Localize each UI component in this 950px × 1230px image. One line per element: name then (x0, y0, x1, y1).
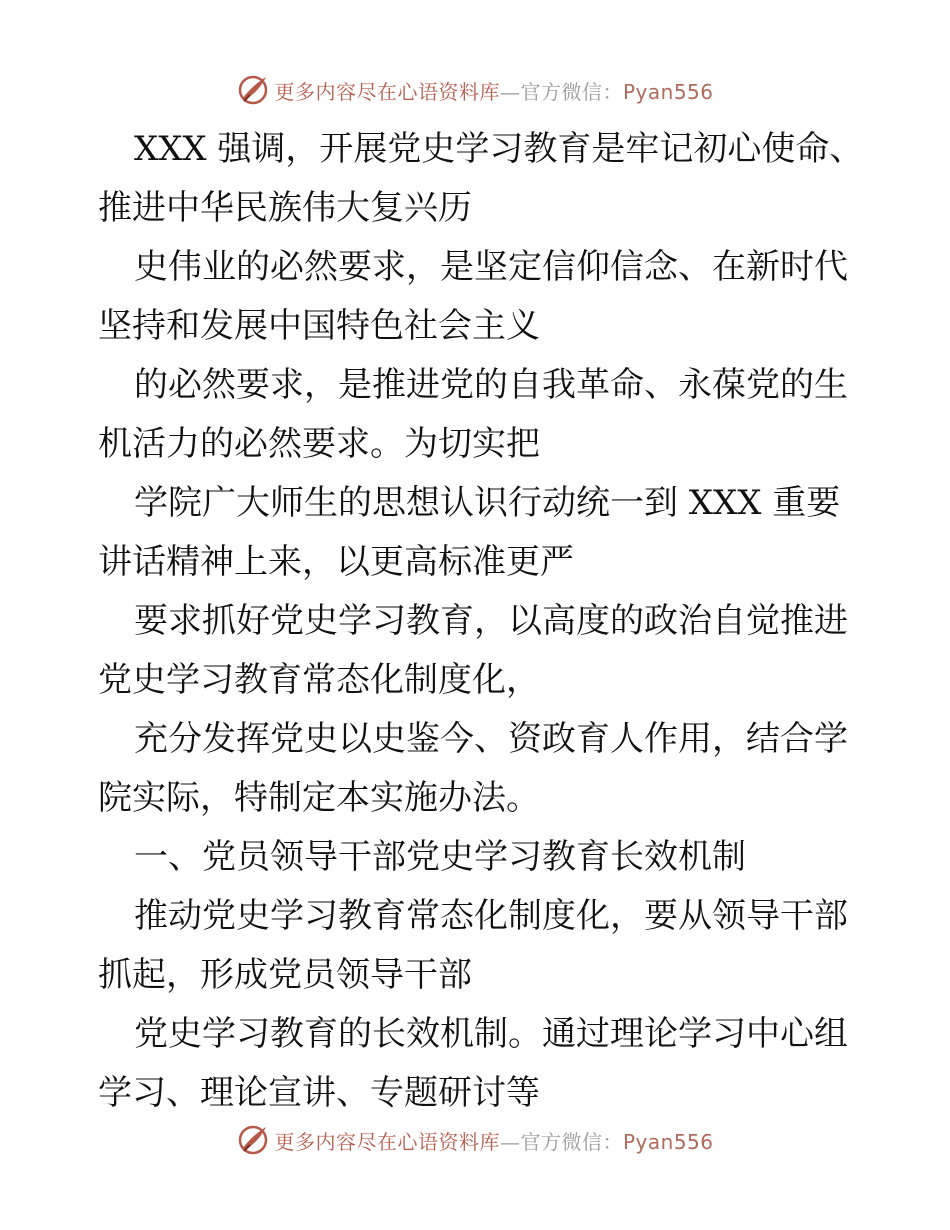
banner-account-label: 官方微信： (520, 79, 623, 104)
banner-content (236, 1123, 713, 1157)
banner-text (274, 1126, 713, 1155)
document-body (98, 120, 864, 1123)
paragraph (98, 238, 858, 356)
paragraph-line: 讲话精神上来，以更高标准更严 (98, 542, 574, 582)
feather-pen-circle-icon (236, 1123, 270, 1157)
paragraph-line: 充分发挥党史以史鉴今、资政育人作用，结合学 (134, 719, 848, 759)
paragraph (98, 120, 864, 238)
paragraph (98, 887, 858, 1005)
banner-account-id: Pyan556 (622, 79, 714, 104)
paragraph-line: 推进中华民族伟大复兴历 (98, 188, 472, 228)
paragraph (98, 474, 858, 592)
banner-account-label: 官方微信： (520, 1129, 623, 1154)
paragraph-line: 学习、理论宣讲、专题研讨等 (98, 1073, 540, 1113)
paragraph-line: 的必然要求，是推进党的自我革命、永葆党的生 (134, 365, 848, 405)
banner-separator: — (499, 1129, 521, 1154)
paragraph-line: 党史学习教育的长效机制。通过理论学习中心组 (134, 1014, 848, 1054)
paragraph-line: 党史学习教育常态化制度化， (98, 660, 540, 700)
paragraph-line: XXX 强调，开展党史学习教育是牢记初心使命、 (134, 129, 864, 169)
banner-text (274, 76, 713, 105)
paragraph-line: 抓起，形成党员领导干部 (98, 955, 472, 995)
paragraph-line: 推动党史学习教育常态化制度化，要从领导干部 (134, 896, 848, 936)
paragraph (98, 710, 858, 828)
banner-content (236, 73, 713, 107)
paragraph (98, 356, 858, 474)
header-banner (0, 70, 950, 110)
paragraph (98, 1005, 858, 1123)
footer-banner (0, 1120, 950, 1160)
paragraph-line: 学院广大师生的思想认识行动统一到 XXX 重要 (134, 483, 841, 523)
banner-separator: — (499, 79, 521, 104)
feather-pen-circle-icon (236, 73, 270, 107)
paragraph-line: 机活力的必然要求。为切实把 (98, 424, 540, 464)
paragraph (98, 592, 858, 710)
banner-text-main: 更多内容尽在心语资料库 (274, 79, 500, 104)
paragraph-line: 要求抓好党史学习教育，以高度的政治自觉推进 (134, 601, 848, 641)
section-heading-text: 一、党员领导干部党史学习教育长效机制 (134, 837, 746, 877)
section-heading (98, 828, 858, 887)
paragraph-line: 院实际，特制定本实施办法。 (98, 778, 540, 818)
banner-text-main: 更多内容尽在心语资料库 (274, 1129, 500, 1154)
paragraph-line: 史伟业的必然要求，是坚定信仰信念、在新时代 (134, 247, 848, 287)
paragraph-line: 坚持和发展中国特色社会主义 (98, 306, 540, 346)
banner-account-id: Pyan556 (622, 1129, 714, 1154)
